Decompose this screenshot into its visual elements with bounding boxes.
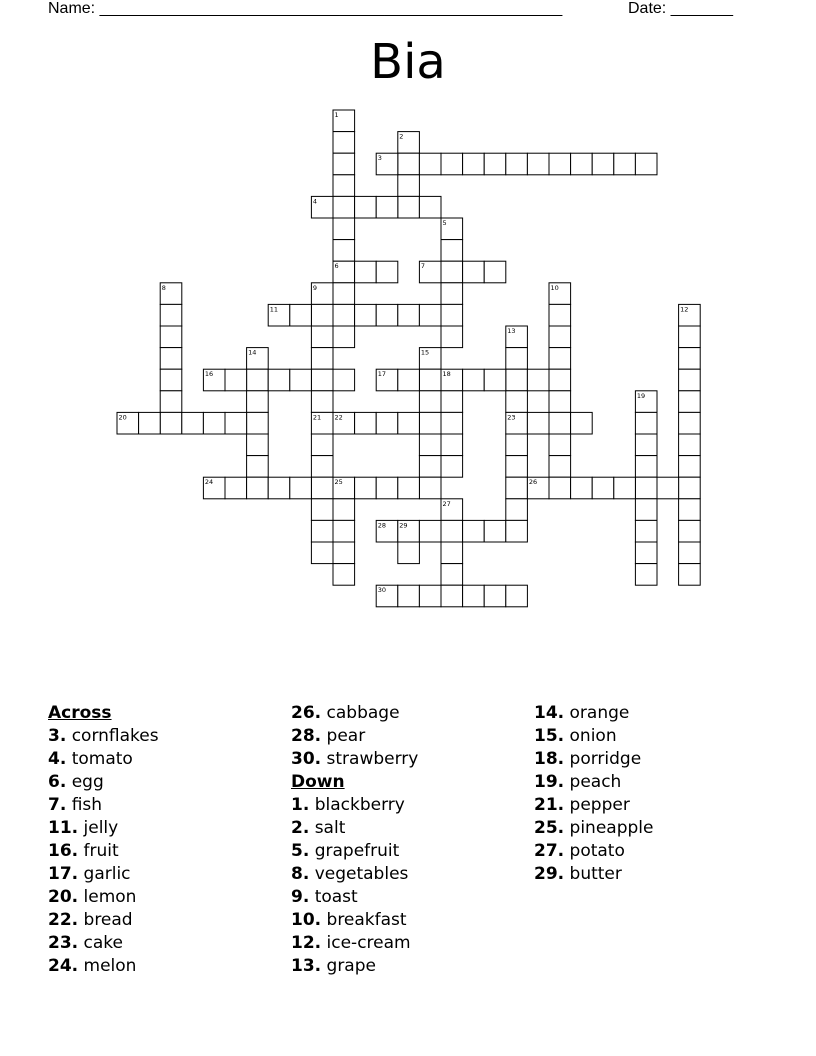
clue-item (291, 725, 418, 748)
clue-text: grapefruit (309, 841, 400, 861)
clue-item (48, 771, 159, 794)
grid-cell[interactable] (506, 456, 528, 478)
clue-number: 4. (48, 749, 67, 769)
clue-item (534, 725, 653, 748)
grid-cell[interactable] (463, 261, 485, 283)
grid-cell[interactable] (635, 564, 657, 586)
grid-cell[interactable] (333, 564, 355, 586)
grid-cell[interactable] (311, 477, 333, 499)
clue-text: ice-cream (321, 933, 411, 953)
clue-text: bread (78, 910, 133, 930)
clue-text: lemon (78, 887, 137, 907)
clue-column-1 (48, 702, 159, 978)
grid-cell[interactable] (635, 456, 657, 478)
grid-cell[interactable] (333, 175, 355, 197)
grid-cell[interactable] (268, 369, 290, 391)
grid-cell[interactable] (635, 520, 657, 542)
clue-text: pineapple (564, 818, 654, 838)
grid-cell[interactable] (463, 369, 485, 391)
grid-cell[interactable] (419, 412, 441, 434)
clue-item (291, 886, 418, 909)
date-field-label: Date: _______ (628, 0, 733, 17)
clue-item (48, 794, 159, 817)
clue-item (291, 748, 418, 771)
clue-text: jelly (78, 818, 119, 838)
clue-number-label: 30 (377, 586, 386, 595)
grid-cell[interactable] (333, 520, 355, 542)
grid-cell[interactable] (506, 499, 528, 521)
clue-number: 29. (534, 864, 565, 884)
grid-cell[interactable] (463, 585, 485, 607)
grid-cell[interactable] (419, 520, 441, 542)
clue-column-3 (534, 702, 653, 886)
grid-cell[interactable] (333, 542, 355, 564)
grid-cell[interactable] (635, 412, 657, 434)
grid-cell[interactable] (333, 326, 355, 348)
clue-text: cake (78, 933, 123, 953)
grid-cell[interactable] (506, 348, 528, 370)
clue-number-label: 12 (680, 305, 689, 314)
grid-cell[interactable] (398, 304, 420, 326)
grid-cell[interactable] (333, 240, 355, 262)
grid-cell[interactable] (376, 304, 398, 326)
clue-number: 26. (291, 703, 322, 723)
grid-cell[interactable] (635, 153, 657, 175)
grid-cell[interactable] (160, 391, 182, 413)
clue-item (534, 771, 653, 794)
grid-cell[interactable] (679, 499, 701, 521)
grid-cell[interactable] (571, 412, 593, 434)
clue-number-label: 3 (377, 154, 382, 163)
grid-cell[interactable] (679, 477, 701, 499)
grid-cell[interactable] (311, 434, 333, 456)
grid-cell[interactable] (549, 153, 571, 175)
clue-item (48, 748, 159, 771)
clue-text: garlic (78, 864, 131, 884)
grid-cell[interactable] (441, 585, 463, 607)
clue-number-label: 21 (312, 413, 322, 422)
grid-cell[interactable] (506, 153, 528, 175)
grid-cell[interactable] (441, 240, 463, 262)
grid-cell[interactable] (527, 153, 549, 175)
clue-number: 15. (534, 726, 565, 746)
clue-number: 25. (534, 818, 565, 838)
name-field-label: Name: ____________________________________________________ (48, 0, 563, 17)
clue-item (291, 794, 418, 817)
clue-text: cabbage (321, 703, 400, 723)
grid-cell[interactable] (419, 196, 441, 218)
clue-number-label: 14 (248, 348, 257, 357)
clue-text: pear (321, 726, 366, 746)
grid-cell[interactable] (355, 196, 377, 218)
grid-cell[interactable] (160, 369, 182, 391)
grid-cell[interactable] (441, 304, 463, 326)
grid-cell[interactable] (419, 369, 441, 391)
clue-number-label: 7 (420, 262, 426, 271)
grid-cell[interactable] (247, 477, 269, 499)
grid-cell[interactable] (311, 391, 333, 413)
grid-cell[interactable] (484, 520, 506, 542)
grid-cell[interactable] (441, 326, 463, 348)
clue-text: toast (309, 887, 358, 907)
clue-item (48, 932, 159, 955)
clue-number: 22. (48, 910, 79, 930)
grid-cell[interactable] (549, 412, 571, 434)
clue-item (534, 817, 653, 840)
grid-cell[interactable] (506, 585, 528, 607)
clue-number: 17. (48, 864, 79, 884)
grid-cell[interactable] (441, 153, 463, 175)
grid-cell[interactable] (376, 196, 398, 218)
clue-number-label: 24 (204, 478, 214, 487)
grid-cell[interactable] (333, 499, 355, 521)
grid-cell[interactable] (527, 369, 549, 391)
clue-item (48, 725, 159, 748)
grid-cell[interactable] (657, 477, 679, 499)
grid-cell[interactable] (311, 499, 333, 521)
grid-cell[interactable] (679, 542, 701, 564)
clue-text: potato (564, 841, 625, 861)
grid-cell[interactable] (484, 585, 506, 607)
grid-cell[interactable] (506, 434, 528, 456)
grid-cell[interactable] (571, 477, 593, 499)
clue-number: 11. (48, 818, 79, 838)
clue-number-label: 10 (550, 283, 559, 292)
grid-cell[interactable] (527, 412, 549, 434)
grid-cell[interactable] (290, 304, 312, 326)
grid-cell[interactable] (355, 477, 377, 499)
clue-number-label: 18 (442, 370, 451, 379)
grid-cell[interactable] (333, 218, 355, 240)
across-heading: Across (48, 703, 112, 723)
clue-number: 9. (291, 887, 310, 907)
clue-item (534, 863, 653, 886)
clue-item (48, 886, 159, 909)
clue-number: 28. (291, 726, 322, 746)
grid-cell[interactable] (679, 412, 701, 434)
grid-cell[interactable] (311, 542, 333, 564)
grid-cell[interactable] (549, 456, 571, 478)
grid-cell[interactable] (635, 477, 657, 499)
grid-cell[interactable] (311, 456, 333, 478)
clue-number-label: 13 (507, 327, 516, 335)
grid-cell[interactable] (311, 304, 333, 326)
clue-item (534, 702, 653, 725)
clue-item (291, 840, 418, 863)
grid-cell[interactable] (441, 434, 463, 456)
clue-item (291, 955, 418, 978)
clue-number: 3. (48, 726, 67, 746)
grid-cell[interactable] (419, 391, 441, 413)
grid-cell[interactable] (441, 412, 463, 434)
clue-item (534, 840, 653, 863)
grid-cell[interactable] (311, 369, 333, 391)
grid-cell[interactable] (355, 261, 377, 283)
clue-text: pepper (564, 795, 630, 815)
grid-cell[interactable] (549, 348, 571, 370)
grid-cell[interactable] (247, 412, 269, 434)
grid-cell[interactable] (268, 477, 290, 499)
grid-cell[interactable] (419, 456, 441, 478)
grid-cell[interactable] (247, 434, 269, 456)
grid-cell[interactable] (333, 283, 355, 305)
clue-number: 19. (534, 772, 565, 792)
grid-cell[interactable] (506, 520, 528, 542)
clue-item (48, 840, 159, 863)
grid-cell[interactable] (679, 326, 701, 348)
grid-cell[interactable] (614, 477, 636, 499)
grid-cell[interactable] (419, 585, 441, 607)
grid-cell[interactable] (614, 153, 636, 175)
grid-cell[interactable] (290, 369, 312, 391)
clue-text: blackberry (309, 795, 405, 815)
clue-number-label: 22 (334, 413, 343, 422)
grid-cell[interactable] (398, 412, 420, 434)
grid-cell[interactable] (398, 369, 420, 391)
clue-number-label: 25 (334, 478, 343, 487)
grid-cell[interactable] (333, 132, 355, 154)
grid-cell[interactable] (506, 477, 528, 499)
clue-number: 5. (291, 841, 310, 861)
grid-cell[interactable] (679, 348, 701, 370)
grid-cell[interactable] (398, 175, 420, 197)
grid-cell[interactable] (506, 391, 528, 413)
clue-text: onion (564, 726, 617, 746)
grid-cell[interactable] (160, 304, 182, 326)
grid-cell[interactable] (484, 153, 506, 175)
clue-text: butter (564, 864, 622, 884)
clue-number-label: 2 (399, 132, 404, 141)
grid-cell[interactable] (549, 369, 571, 391)
grid-cell[interactable] (182, 412, 204, 434)
clue-item (291, 909, 418, 932)
grid-cell[interactable] (592, 477, 614, 499)
clue-item (48, 955, 159, 978)
grid-cell[interactable] (311, 326, 333, 348)
grid-cell[interactable] (398, 585, 420, 607)
grid-cell[interactable] (333, 153, 355, 175)
clue-item (48, 817, 159, 840)
clue-number-label: 11 (269, 305, 278, 314)
clue-number-label: 20 (118, 413, 127, 422)
clue-number: 18. (534, 749, 565, 769)
clue-text: peach (564, 772, 622, 792)
clue-number: 21. (534, 795, 565, 815)
grid-cell[interactable] (592, 153, 614, 175)
grid-cell[interactable] (463, 153, 485, 175)
clue-text: cornflakes (66, 726, 159, 746)
clue-number: 14. (534, 703, 565, 723)
clue-number-label: 5 (442, 219, 447, 227)
grid-cell[interactable] (355, 412, 377, 434)
clue-text: grape (321, 956, 376, 976)
grid-cell[interactable] (419, 477, 441, 499)
clue-number: 12. (291, 933, 322, 953)
clue-number-label: 28 (377, 521, 386, 530)
clue-number: 6. (48, 772, 67, 792)
grid-cell[interactable] (549, 477, 571, 499)
grid-cell[interactable] (484, 261, 506, 283)
grid-cell[interactable] (398, 542, 420, 564)
grid-cell[interactable] (376, 261, 398, 283)
clue-number-label: 17 (377, 370, 386, 379)
clue-number: 2. (291, 818, 310, 838)
grid-cell[interactable] (635, 434, 657, 456)
clue-text: egg (66, 772, 104, 792)
clue-number: 20. (48, 887, 79, 907)
grid-cell[interactable] (679, 520, 701, 542)
down-heading: Down (291, 772, 345, 792)
clue-number: 23. (48, 933, 79, 953)
clue-number-label: 27 (442, 499, 451, 508)
grid-cell[interactable] (419, 434, 441, 456)
grid-cell[interactable] (247, 369, 269, 391)
grid-cell[interactable] (398, 153, 420, 175)
clue-number: 30. (291, 749, 322, 769)
clue-number: 10. (291, 910, 322, 930)
grid-cell[interactable] (484, 369, 506, 391)
grid-cell[interactable] (333, 196, 355, 218)
clue-number: 27. (534, 841, 565, 861)
clue-number-label: 1 (334, 111, 339, 119)
clue-text: fruit (78, 841, 119, 861)
clue-text: fish (66, 795, 103, 815)
grid-cell[interactable] (419, 304, 441, 326)
grid-cell[interactable] (441, 564, 463, 586)
grid-cell[interactable] (571, 153, 593, 175)
grid-cell[interactable] (225, 477, 247, 499)
grid-cell[interactable] (679, 564, 701, 586)
clue-number: 8. (291, 864, 310, 884)
grid-cell[interactable] (225, 412, 247, 434)
grid-cell[interactable] (225, 369, 247, 391)
grid-cell[interactable] (376, 412, 398, 434)
clue-number-label: 16 (204, 370, 214, 379)
grid-cell[interactable] (333, 304, 355, 326)
clue-text: vegetables (309, 864, 409, 884)
grid-cell[interactable] (441, 520, 463, 542)
clue-item (291, 702, 418, 725)
clue-number-label: 26 (528, 478, 538, 487)
clue-item (48, 909, 159, 932)
clue-text: tomato (66, 749, 133, 769)
grid-cell[interactable] (139, 412, 161, 434)
grid-cell[interactable] (549, 304, 571, 326)
grid-cell[interactable] (398, 477, 420, 499)
clue-number-label: 6 (334, 262, 339, 271)
grid-cell[interactable] (376, 477, 398, 499)
clue-number: 24. (48, 956, 79, 976)
grid-cell[interactable] (311, 520, 333, 542)
clue-number-label: 15 (420, 348, 430, 357)
grid-cell[interactable] (203, 412, 225, 434)
grid-cell[interactable] (160, 348, 182, 370)
clue-number-label: 4 (312, 197, 318, 206)
clue-column-2 (291, 702, 418, 978)
clue-number-label: 19 (636, 391, 646, 400)
clue-text: salt (309, 818, 346, 838)
grid-cell[interactable] (441, 283, 463, 305)
clue-item (534, 748, 653, 771)
grid-cell[interactable] (160, 412, 182, 434)
clue-number-label: 8 (161, 283, 166, 292)
clue-item (291, 932, 418, 955)
grid-cell[interactable] (333, 369, 355, 391)
grid-cell[interactable] (549, 434, 571, 456)
clue-number: 1. (291, 795, 310, 815)
clue-number: 13. (291, 956, 322, 976)
clue-item (48, 863, 159, 886)
clue-text: breakfast (321, 910, 407, 930)
grid-cell[interactable] (549, 326, 571, 348)
clue-text: melon (78, 956, 137, 976)
grid-cell[interactable] (355, 304, 377, 326)
clue-number-label: 23 (507, 413, 516, 422)
clue-text: porridge (564, 749, 642, 769)
clue-number: 7. (48, 795, 67, 815)
clue-item (534, 794, 653, 817)
grid-cell[interactable] (635, 499, 657, 521)
clue-number: 16. (48, 841, 79, 861)
grid-cell[interactable] (635, 542, 657, 564)
clue-number-label: 9 (312, 283, 318, 292)
clue-item (291, 863, 418, 886)
clue-text: orange (564, 703, 630, 723)
grid-cell[interactable] (463, 520, 485, 542)
grid-cell[interactable] (398, 196, 420, 218)
grid-cell[interactable] (441, 391, 463, 413)
grid-cell[interactable] (290, 477, 312, 499)
grid-cell[interactable] (441, 261, 463, 283)
grid-cell[interactable] (506, 369, 528, 391)
grid-cell[interactable] (247, 456, 269, 478)
grid-cell[interactable] (679, 369, 701, 391)
grid-cell[interactable] (679, 391, 701, 413)
clue-item (291, 817, 418, 840)
grid-cell[interactable] (419, 153, 441, 175)
grid-cell[interactable] (441, 542, 463, 564)
clue-number-label: 29 (399, 521, 408, 530)
clue-text: strawberry (321, 749, 419, 769)
grid-cell[interactable] (311, 348, 333, 370)
grid-cell[interactable] (160, 326, 182, 348)
grid-cell[interactable] (679, 456, 701, 478)
grid-cell[interactable] (549, 391, 571, 413)
grid-cell[interactable] (441, 456, 463, 478)
grid-cell[interactable] (679, 434, 701, 456)
page-title: Bia (370, 34, 446, 90)
grid-cell[interactable] (247, 391, 269, 413)
